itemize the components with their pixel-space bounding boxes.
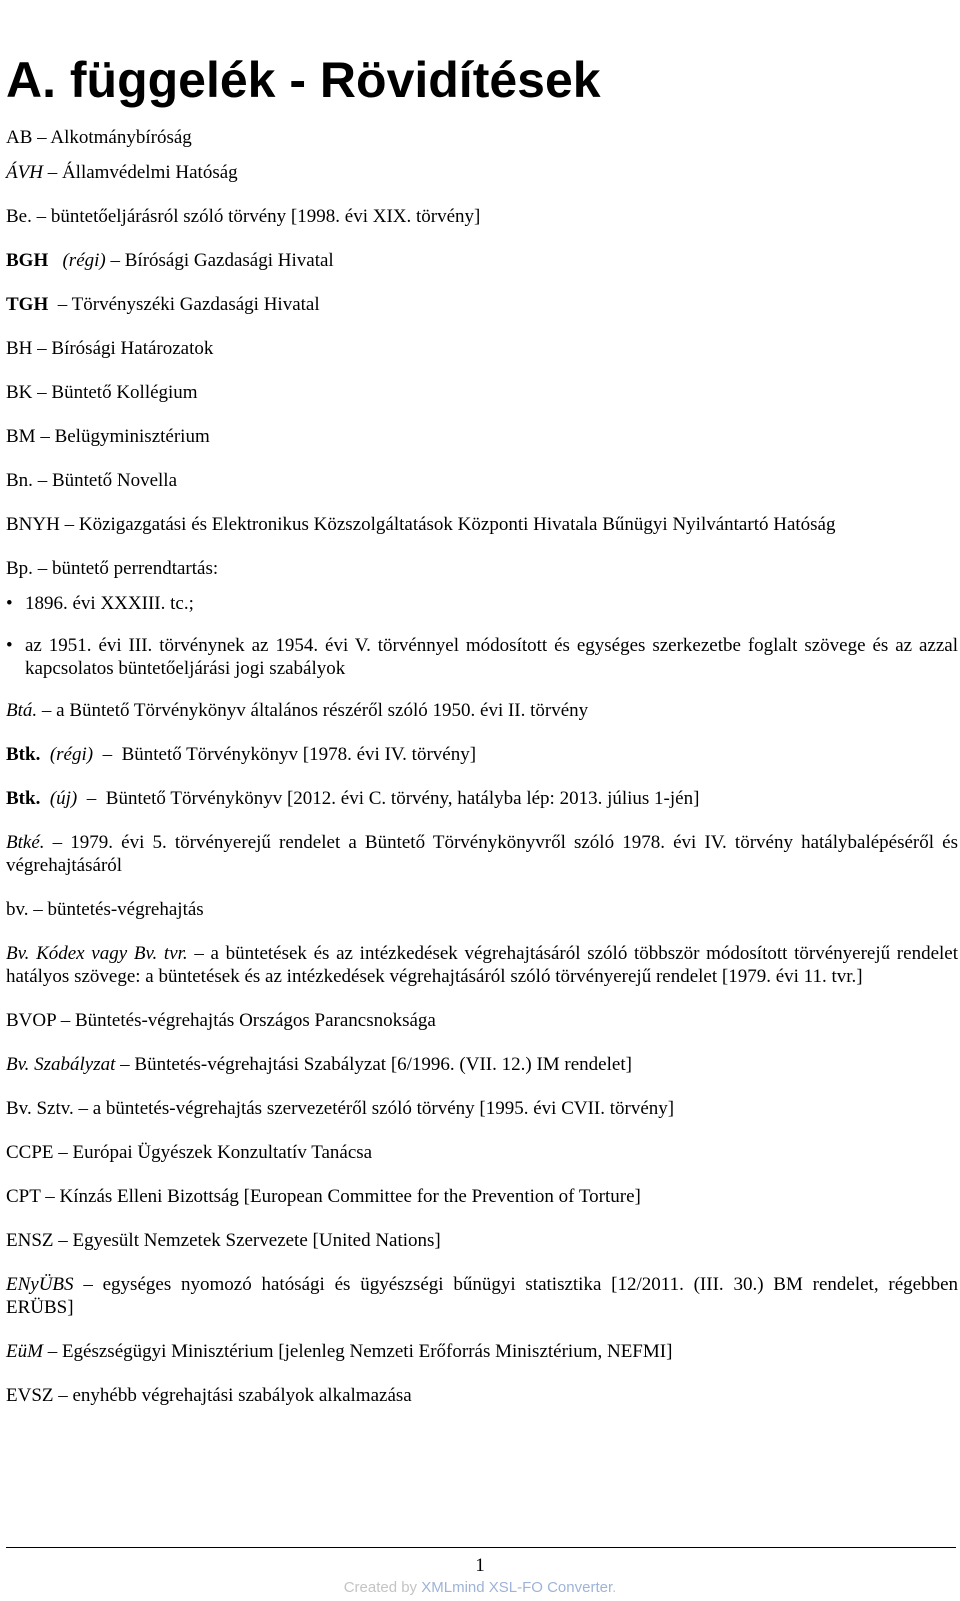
separator: –	[42, 1341, 62, 1362]
list-item	[6, 592, 958, 615]
entry-bh	[6, 337, 958, 360]
abbreviation: ENyÜBS	[6, 1274, 74, 1295]
page-title: A. függelék - Rövidítések	[6, 52, 601, 108]
entry-bgh	[6, 249, 958, 272]
entry-avh	[6, 161, 958, 184]
abbreviation: Bv. Kódex vagy Bv. tvr.	[6, 943, 188, 964]
definition: egységes nyomozó hatósági és ügyészségi bűnügyi statisztika [12/2011. (III. 30.) BM rendelet, régebben ERÜBS]	[6, 1274, 958, 1318]
separator: –	[37, 700, 57, 721]
bp-bullet-list	[6, 592, 958, 680]
converter-credit	[0, 1578, 960, 1597]
bullet-icon: •	[6, 635, 13, 656]
qualifier: (régi)	[49, 744, 94, 765]
definition: Államvédelmi Hatóság	[61, 162, 238, 183]
abbreviation: Btk.	[6, 788, 41, 809]
separator: –	[48, 294, 72, 315]
entry-ccpe	[6, 1141, 958, 1164]
entry-bv	[6, 898, 958, 921]
definition: Egyesült Nemzetek Szervezete [United Nations]	[72, 1230, 441, 1251]
entry-bn	[6, 469, 958, 492]
separator: –	[53, 1142, 73, 1163]
abbreviation: bv.	[6, 899, 29, 920]
abbreviation: BK	[6, 382, 33, 403]
entry-cpt	[6, 1185, 958, 1208]
abbreviation: CPT	[6, 1186, 41, 1207]
abbreviation: Bv. Szabályzat	[6, 1054, 116, 1075]
definition: Büntető Novella	[51, 470, 177, 491]
definition: Belügyminisztérium	[54, 426, 210, 447]
entry-ab	[6, 126, 958, 149]
qualifier: (régi)	[62, 250, 106, 271]
separator: –	[28, 899, 48, 920]
definition: Büntető Kollégium	[51, 382, 198, 403]
definition: büntetőeljárásról szóló törvény [1998. évi XIX. törvény]	[50, 206, 481, 227]
entry-bv-szabalyzat	[6, 1053, 958, 1076]
definition: Büntetés-végrehajtási Szabályzat [6/1996. (VII. 12.) IM rendelet]	[134, 1054, 632, 1075]
separator: –	[40, 1186, 60, 1207]
definition: a büntetés-végrehajtás szervezetéről szóló törvény [1995. évi CVII. törvény]	[92, 1098, 675, 1119]
separator: –	[93, 744, 122, 765]
entry-btke	[6, 831, 958, 877]
separator: –	[73, 1098, 93, 1119]
separator: –	[44, 832, 71, 853]
definition: Büntetés-végrehajtás Országos Parancsnoksága	[74, 1010, 436, 1031]
abbreviation: BM	[6, 426, 36, 447]
separator: –	[32, 127, 51, 148]
separator: –	[59, 514, 79, 535]
separator: –	[55, 1010, 75, 1031]
definition: Törvényszéki Gazdasági Hivatal	[71, 294, 320, 315]
separator: –	[42, 162, 62, 183]
credit-prefix: Created by	[343, 1579, 422, 1596]
definition: a büntetések és az intézkedések végrehajtásáról szóló többször módosított törvényerejű rendelet hatályos szövege: a büntetések és az intézkedések végrehajtásáról szóló törvényerejű rendelet [1979. évi 11. tvr.]	[6, 943, 958, 987]
entry-bv-sztv	[6, 1097, 958, 1120]
abbreviation: BGH	[6, 250, 49, 271]
entry-btk-regi	[6, 743, 958, 766]
footer-divider	[6, 1547, 956, 1548]
page-number: 1	[475, 1555, 485, 1576]
definition: Alkotmánybíróság	[50, 127, 192, 148]
abbreviation: BH	[6, 338, 33, 359]
entry-tgh	[6, 293, 958, 316]
separator: –	[32, 470, 52, 491]
separator: –	[53, 1385, 73, 1406]
separator: –	[35, 426, 55, 447]
definition: Bírósági Gazdasági Hivatal	[124, 250, 334, 271]
gap	[40, 788, 50, 809]
abbreviation: CCPE	[6, 1142, 54, 1163]
definition: Büntető Törvénykönyv [1978. évi IV. törvény]	[121, 744, 477, 765]
gap	[48, 250, 62, 271]
abbreviation: Bp.	[6, 558, 33, 579]
credit-suffix: .	[612, 1579, 617, 1596]
entry-bk	[6, 381, 958, 404]
qualifier: (új)	[49, 788, 78, 809]
definition: Európai Ügyészek Konzultatív Tanácsa	[72, 1142, 373, 1163]
entry-eum	[6, 1340, 958, 1363]
abbreviation: BVOP	[6, 1010, 56, 1031]
separator: –	[31, 206, 51, 227]
entry-bta	[6, 699, 958, 722]
abbreviation: Btk.	[6, 744, 41, 765]
definition: 1979. évi 5. törvényerejű rendelet a Büntető Törvénykönyvről szóló 1978. évi IV. törvény hatálybalépéséről és végrehajtásáról	[6, 832, 958, 876]
abbreviation: Btké.	[6, 832, 45, 853]
abbreviation: ENSZ	[6, 1230, 54, 1251]
entry-enyubs	[6, 1273, 958, 1319]
definition: Büntető Törvénykönyv [2012. évi C. törvény, hatályba lép: 2013. július 1-jén]	[105, 788, 700, 809]
abbreviation: TGH	[6, 294, 49, 315]
abbreviation: Bn.	[6, 470, 33, 491]
list-item	[6, 634, 958, 680]
converter-link[interactable]: XMLmind XSL-FO Converter	[421, 1579, 613, 1596]
separator: –	[105, 250, 125, 271]
abbreviation: Btá.	[6, 700, 38, 721]
separator: –	[32, 382, 52, 403]
list-item-text: 1896. évi XXXIII. tc.;	[25, 593, 194, 614]
list-item-text: az 1951. évi III. törvénynek az 1954. évi V. törvénnyel módosított és egységes szerkezetbe foglalt szövege és az azzal kapcsolatos büntetőeljárási jogi szabályok	[25, 635, 958, 679]
bullet-icon: •	[6, 593, 13, 614]
definition: büntetés-végrehajtás	[47, 899, 204, 920]
gap	[40, 744, 50, 765]
entry-evsz	[6, 1384, 958, 1407]
abbreviation: ÁVH	[6, 162, 43, 183]
abbreviation: BNYH	[6, 514, 60, 535]
entry-bp	[6, 557, 958, 580]
definition: Kínzás Elleni Bizottság [European Committee for the Prevention of Torture]	[59, 1186, 641, 1207]
entry-bvop	[6, 1009, 958, 1032]
separator: –	[53, 1230, 73, 1251]
entry-bv-kodex	[6, 942, 958, 988]
definition: büntető perrendtartás:	[51, 558, 219, 579]
entry-bm	[6, 425, 958, 448]
definition: enyhébb végrehajtási szabályok alkalmazása	[72, 1385, 412, 1406]
abbreviation-list	[6, 126, 958, 1428]
definition: Bírósági Határozatok	[51, 338, 214, 359]
separator: –	[32, 558, 52, 579]
abbreviation: EVSZ	[6, 1385, 54, 1406]
abbreviation: EüM	[6, 1341, 43, 1362]
abbreviation: AB	[6, 127, 33, 148]
definition: a Büntető Törvénykönyv általános részéről szóló 1950. évi II. törvény	[56, 700, 589, 721]
separator: –	[32, 338, 52, 359]
abbreviation: Be.	[6, 206, 32, 227]
separator: –	[187, 943, 211, 964]
entry-bnyh	[6, 513, 958, 536]
separator: –	[115, 1054, 135, 1075]
entry-be	[6, 205, 958, 228]
separator: –	[77, 788, 106, 809]
separator: –	[73, 1274, 103, 1295]
definition: Egészségügyi Minisztérium [jelenleg Nemzeti Erőforrás Minisztérium, NEFMI]	[61, 1341, 673, 1362]
abbreviation: Bv. Sztv.	[6, 1098, 74, 1119]
definition: Közigazgatási és Elektronikus Közszolgáltatások Központi Hivatala Bűnügyi Nyilvántartó Hatóság	[78, 514, 836, 535]
entry-btk-uj	[6, 787, 958, 810]
entry-ensz	[6, 1229, 958, 1252]
